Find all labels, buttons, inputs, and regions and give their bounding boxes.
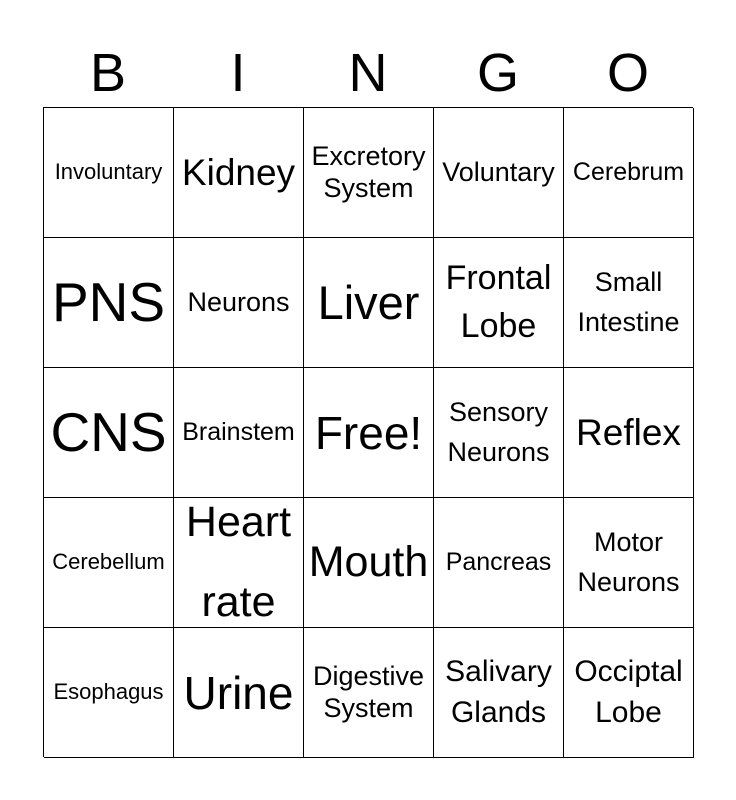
bingo-cell[interactable] (174, 238, 304, 368)
cell-label: PNS (51, 271, 166, 333)
cell-label: Reflex (576, 412, 681, 453)
bingo-cell[interactable] (564, 368, 694, 498)
cell-label: Sensory Neurons (447, 397, 550, 467)
cell-label: Motor Neurons (577, 527, 680, 597)
cell-label: Voluntary (442, 156, 555, 187)
cell-label: Excretory System (311, 141, 426, 203)
bingo-cell[interactable] (44, 628, 174, 758)
cell-label: Occiptal Lobe (574, 655, 683, 729)
cell-label: Digestive System (312, 661, 425, 723)
cell-label: Involuntary (54, 159, 163, 185)
bingo-cell[interactable] (174, 628, 304, 758)
bingo-cell[interactable] (304, 368, 434, 498)
bingo-header (43, 40, 693, 106)
bingo-cell[interactable] (434, 498, 564, 628)
bingo-cell[interactable] (44, 368, 174, 498)
header-letter-o: O (606, 43, 649, 103)
cell-label: Liver (317, 276, 420, 329)
bingo-cell[interactable] (434, 108, 564, 238)
cell-label: Brainstem (182, 418, 295, 447)
header-letter-b: B (89, 43, 127, 103)
cell-label: Pancreas (445, 548, 552, 577)
cell-label: Small Intestine (577, 267, 680, 337)
cell-label: CNS (50, 401, 167, 463)
cell-label: Esophagus (53, 679, 164, 705)
bingo-cell[interactable] (304, 238, 434, 368)
cell-label: Salivary Glands (445, 655, 552, 729)
cell-label: Mouth (308, 538, 429, 586)
header-letter-n: N (348, 43, 388, 103)
bingo-cell[interactable] (564, 498, 694, 628)
cell-label: Free! (314, 406, 423, 459)
bingo-cell[interactable] (304, 628, 434, 758)
cell-label: Heart rate (185, 498, 292, 626)
bingo-cell[interactable] (434, 238, 564, 368)
cell-label: Kidney (181, 152, 296, 193)
bingo-board (43, 107, 693, 757)
bingo-cell[interactable] (44, 108, 174, 238)
bingo-cell[interactable] (564, 628, 694, 758)
header-letter-i: I (230, 43, 246, 103)
header-letter-g: G (476, 43, 519, 103)
cell-label: Cerebellum (52, 549, 165, 575)
cell-label: Urine (183, 666, 294, 719)
bingo-cell[interactable] (44, 238, 174, 368)
bingo-cell[interactable] (564, 238, 694, 368)
cell-label: Frontal Lobe (445, 258, 552, 345)
bingo-cell[interactable] (304, 108, 434, 238)
bingo-cell[interactable] (434, 368, 564, 498)
bingo-cell[interactable] (304, 498, 434, 628)
cell-label: Neurons (187, 286, 290, 317)
bingo-cell[interactable] (174, 498, 304, 628)
cell-label: Cerebrum (572, 158, 685, 187)
bingo-cell[interactable] (174, 368, 304, 498)
bingo-cell[interactable] (174, 108, 304, 238)
bingo-cell[interactable] (434, 628, 564, 758)
bingo-cell[interactable] (564, 108, 694, 238)
bingo-cell[interactable] (44, 498, 174, 628)
